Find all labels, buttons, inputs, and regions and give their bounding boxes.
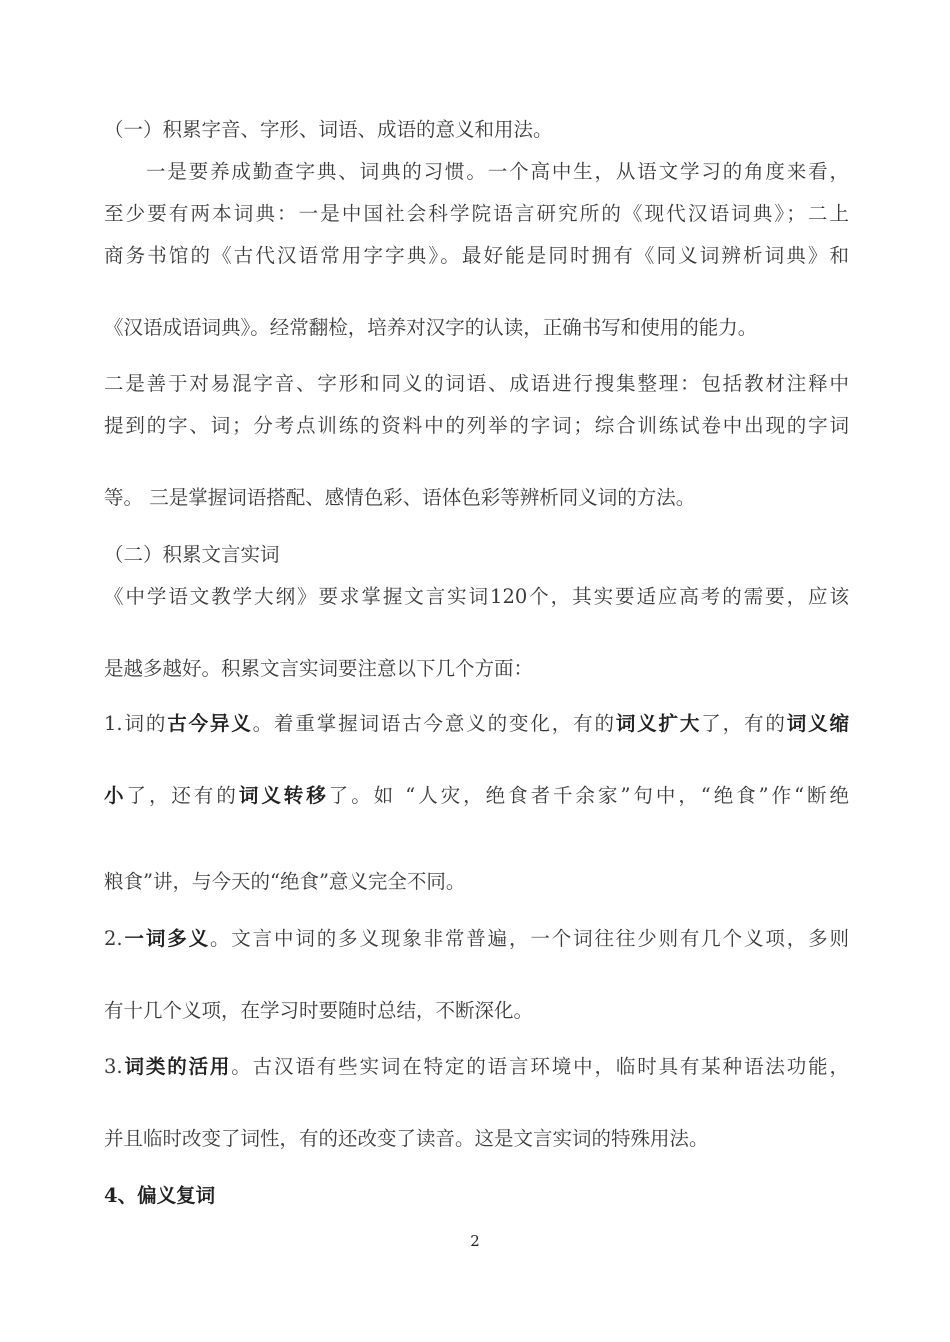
- list-item-1-line-2: 小了，还有的词义转移了。如 “人灾，绝食者千余家”句中，“绝食”作“断绝: [104, 784, 849, 807]
- list-item-2-line-1: 2.一词多义。文言中词的多义现象非常普遍，一个词往往少则有几个义项，多则: [104, 927, 849, 950]
- list-item-4-heading: 4、偏义复词: [104, 1184, 216, 1207]
- page-number: 2: [470, 1232, 480, 1250]
- paragraph-2-line-3: 等。 三是掌握词语搭配、感情色彩、语体色彩等辨析同义词的方法。: [104, 486, 696, 509]
- paragraph-1-line-1: 一是要养成勤查字典、词典的习惯。一个高中生，从语文学习的角度来看，: [146, 160, 849, 183]
- list-item-1-line-3: 粮食”讲，与今天的“绝食”意义完全不同。: [104, 870, 466, 893]
- section-heading-2: （二）积累文言实词: [104, 543, 280, 566]
- term-ancient-modern-meaning: 古今异义: [167, 712, 253, 735]
- paragraph-1-line-4: 《汉语成语词典》。经常翻检，培养对汉字的认读，正确书写和使用的能力。: [104, 316, 758, 339]
- paragraph-1-line-2: 至少要有两本词典：一是中国社会科学院语言研究所的《现代汉语词典》；二上: [104, 202, 849, 225]
- term-word-class-flexible-use: 词类的活用: [122, 1055, 232, 1078]
- list-item-3-number: 3.: [104, 1055, 123, 1078]
- list-item-3-line-1: 3.词类的活用。古汉语有些实词在特定的语言环境中，临时具有某种语法功能，: [104, 1055, 849, 1078]
- term-meaning-narrowing-part2: 小: [104, 784, 127, 807]
- section-heading-1: （一）积累字音、字形、词语、成语的意义和用法。: [104, 118, 553, 141]
- paragraph-3-line-1: 《中学语文教学大纲》要求掌握文言实词120个，其实要适应高考的需要，应该: [104, 585, 849, 608]
- term-polysemy: 一词多义: [122, 927, 210, 950]
- list-item-1-line-1: 1.词的古今异义。着重掌握词语古今意义的变化，有的词义扩大了，有的词义缩: [104, 712, 849, 735]
- paragraph-2-line-2: 提到的字、词；分考点训练的资料中的列举的字词；综合训练试卷中出现的字词: [104, 414, 849, 437]
- list-item-3-line-2: 并且临时改变了词性，有的还改变了读音。这是文言实词的特殊用法。: [104, 1127, 709, 1150]
- list-item-2-line-2: 有十几个义项，在学习时要随时总结，不断深化。: [104, 999, 534, 1022]
- term-meaning-shift: 词义转移: [238, 784, 329, 807]
- list-item-1-number: 1.: [104, 712, 123, 735]
- term-meaning-narrowing-part1: 词义缩: [786, 712, 849, 735]
- list-item-2-number: 2.: [104, 927, 123, 950]
- term-meaning-expansion: 词义扩大: [615, 712, 702, 735]
- paragraph-2-line-1: 二是善于对易混字音、字形和同义的词语、成语进行搜集整理：包括教材注释中: [104, 372, 849, 395]
- paragraph-3-line-2: 是越多越好。积累文言实词要注意以下几个方面：: [104, 657, 534, 680]
- paragraph-1-line-3: 商务书馆的《古代汉语常用字字典》。最好能是同时拥有《同义词辨析词典》和: [104, 244, 849, 267]
